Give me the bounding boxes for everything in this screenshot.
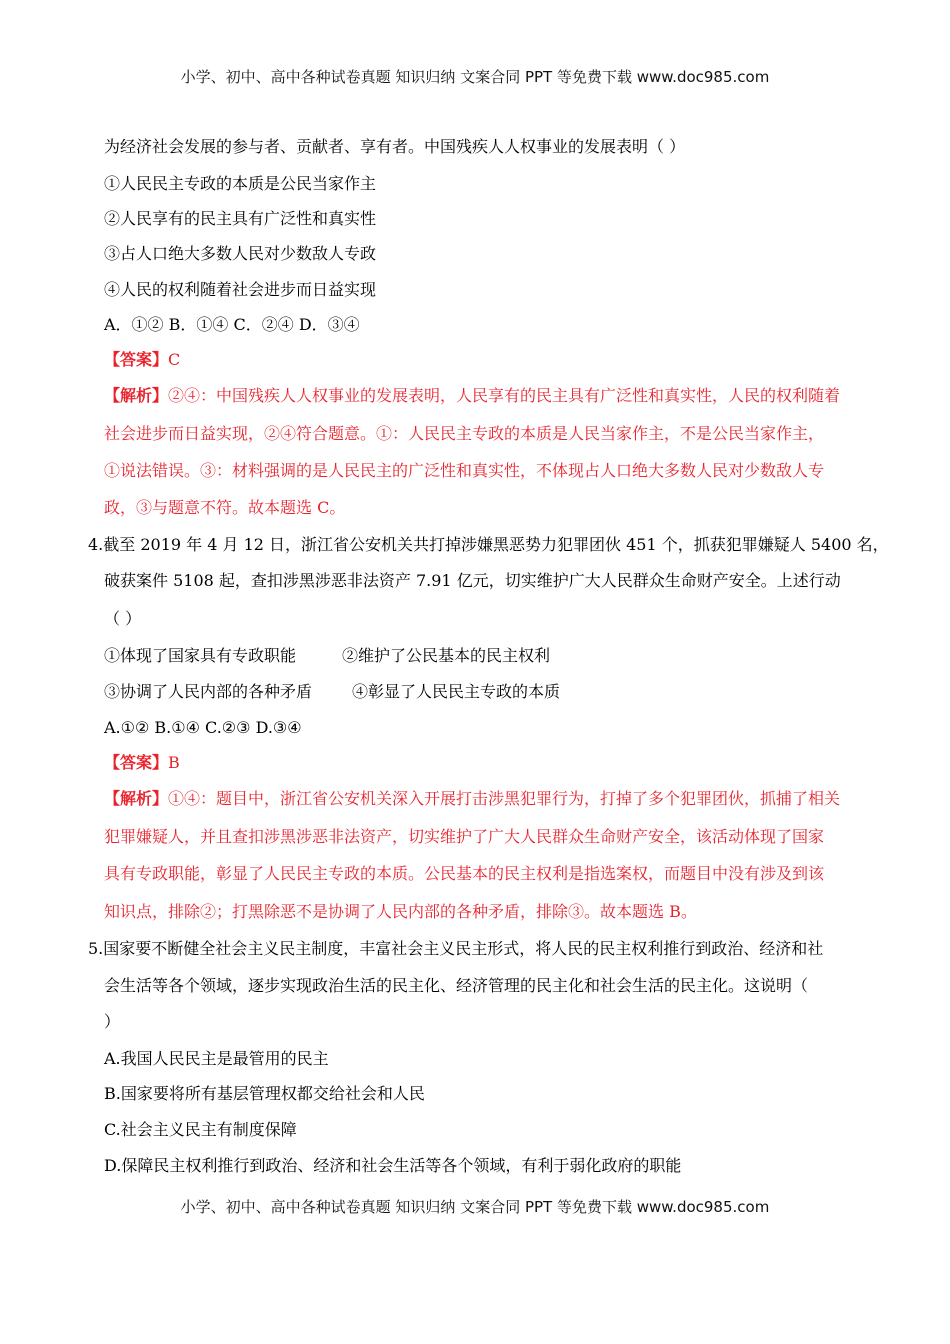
q4-analysis-line-2: 犯罪嫌疑人，并且查扣涉黑涉恶非法资产，切实维护了广大人民群众生命财产安全，该活动体现了国家 (104, 827, 825, 846)
q3-item-3: ③占人口绝大多数人民对少数敌人专政 (104, 244, 377, 263)
page-header: 小学、初中、高中各种试卷真题 知识归纳 文案合同 PPT 等免费下载 www.doc985.com (180, 68, 770, 86)
q3-stem: 为经济社会发展的参与者、贡献者、享有者。中国残疾人人权事业的发展表明（ ） (104, 137, 686, 156)
q3-item-2: ②人民享有的民主具有广泛性和真实性 (104, 209, 377, 228)
q4-item-1: ①体现了国家具有专政职能 (104, 646, 297, 665)
q3-analysis-text-1: ②④：中国残疾人人权事业的发展表明，人民享有的民主具有广泛性和真实性，人民的权利随着 (168, 386, 841, 405)
q4-options: A.①② B.①④ C.②③ D.③④ (104, 718, 302, 737)
q5-stem-line-3: ） (104, 1012, 121, 1031)
q4-stem-line-3: （ ） (104, 609, 142, 628)
q3-item-1: ①人民民主专政的本质是公民当家作主 (104, 174, 377, 193)
q4-item-4: ④彰显了人民民主专政的本质 (352, 682, 561, 701)
q4-stem-line-1: 4.截至 2019 年 4 月 12 日，浙江省公安机关共打掉涉嫌黑恶势力犯罪团伙 451 个，抓获犯罪嫌疑人 5400 名， (88, 535, 889, 554)
q5-option-c: C.社会主义民主有制度保障 (104, 1120, 297, 1139)
q4-item-3: ③协调了人民内部的各种矛盾 (104, 682, 313, 701)
q5-option-d: D.保障民主权利推行到政治、经济和社会生活等各个领域，有利于弱化政府的职能 (104, 1156, 682, 1175)
q4-stem-line-2: 破获案件 5108 起，查扣涉黑涉恶非法资产 7.91 亿元，切实维护广大人民群众生命财产安全。上述行动 (104, 571, 841, 590)
page-footer: 小学、初中、高中各种试卷真题 知识归纳 文案合同 PPT 等免费下载 www.doc985.com (180, 1198, 770, 1216)
q3-answer-value: C (168, 350, 181, 369)
q3-analysis-line-1 (104, 386, 840, 406)
q4-analysis-line-1 (104, 789, 840, 809)
q4-analysis-label: 【解析】 (104, 789, 169, 808)
q5-stem-line-2: 会生活等各个领域，逐步实现政治生活的民主化、经济管理的民主化和社会生活的民主化。这说明（ (104, 976, 809, 995)
q3-answer (104, 350, 180, 370)
q4-item-2: ②维护了公民基本的民主权利 (342, 646, 551, 665)
q5-stem-line-1: 5.国家要不断健全社会主义民主制度，丰富社会主义民主形式，将人民的民主权利推行到政治、经济和社 (88, 939, 824, 958)
q3-analysis-line-3: ①说法错误。③：材料强调的是人民民主的广泛性和真实性，不体现占人口绝大多数人民对少数敌人专 (104, 461, 825, 480)
q4-analysis-line-3: 具有专政职能，彰显了人民民主专政的本质。公民基本的民主权利是指选案权，而题目中没有涉及到该 (104, 864, 825, 883)
q4-answer-label: 【答案】 (104, 753, 169, 772)
q4-analysis-line-4: 知识点，排除②；打黑除恶不是协调了人民内部的各种矛盾，排除③。故本题选 B。 (104, 902, 697, 921)
q5-option-a: A.我国人民民主是最管用的民主 (104, 1049, 329, 1068)
q3-analysis-label: 【解析】 (104, 386, 169, 405)
q3-answer-label: 【答案】 (104, 350, 169, 369)
q4-answer-value: B (168, 753, 180, 772)
q3-options: A．①② B．①④ C．②④ D．③④ (104, 315, 360, 334)
q3-analysis-line-4: 政，③与题意不符。故本题选 C。 (104, 498, 346, 517)
q4-analysis-text-1: ①④：题目中，浙江省公安机关深入开展打击涉黑犯罪行为，打掉了多个犯罪团伙，抓捕了相关 (168, 789, 841, 808)
q3-item-4: ④人民的权利随着社会进步而日益实现 (104, 280, 377, 299)
q3-analysis-line-2: 社会进步而日益实现，②④符合题意。①：人民民主专政的本质是人民当家作主，不是公民当家作主， (104, 424, 825, 443)
q5-option-b: B.国家要将所有基层管理权都交给社会和人民 (104, 1084, 425, 1103)
q4-answer (104, 753, 180, 773)
